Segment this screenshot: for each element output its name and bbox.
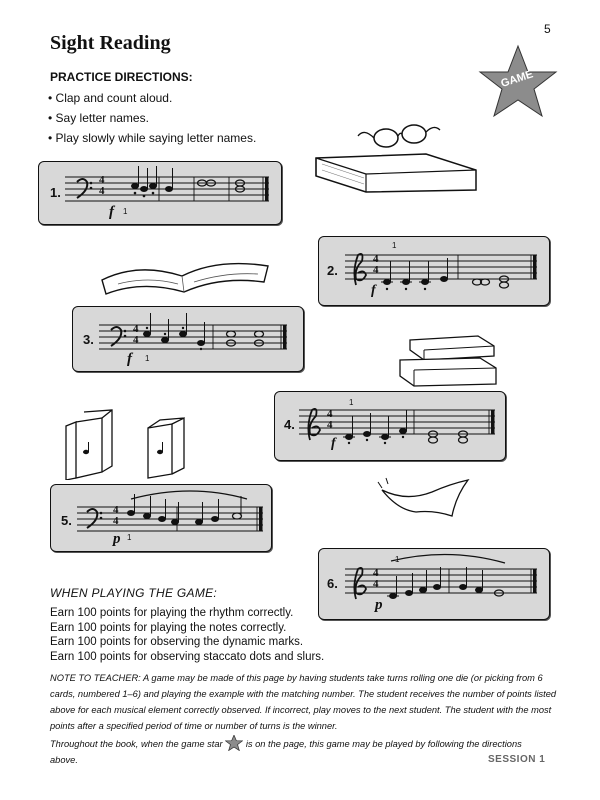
treble-clef-icon (308, 409, 320, 440)
example-number: 6. (327, 576, 338, 591)
fingering: 1 (392, 241, 397, 250)
game-star-icon (225, 735, 243, 751)
books-glasses-illustration (308, 118, 484, 194)
floating-page-illustration (376, 474, 474, 520)
dynamic-mark: f (371, 283, 376, 298)
session-label: SESSION 1 (488, 754, 546, 765)
game-point: Earn 100 points for playing the rhythm correctly. (50, 607, 294, 619)
time-signature: 4 4 (373, 253, 379, 276)
music-staff (51, 485, 271, 551)
page-number: 5 (544, 22, 551, 36)
dynamic-mark: f (109, 204, 114, 220)
music-staff (73, 307, 303, 371)
time-signature: 4 4 (113, 504, 119, 527)
treble-clef-icon (354, 254, 366, 285)
practice-item: • Clap and count aloud. (48, 88, 256, 108)
game-points-list (50, 606, 324, 664)
treble-clef-icon (354, 568, 366, 599)
music-staff (319, 237, 549, 305)
page-title: Sight Reading (50, 32, 171, 54)
fingering: 1 (349, 398, 354, 407)
fingering: 1 (123, 207, 128, 216)
example-card-3 (72, 306, 304, 372)
example-card-5 (50, 484, 272, 552)
dynamic-mark: f (127, 351, 132, 367)
teacher-note: NOTE TO TEACHER: A game may be made of this page by having students take turns rolling one die (or picking from 6 cards, numbered 1–6) and playing the example with the matching number. The student receives the number of points listed above for each musical element correctly observed. If incorrect, play moves to the next student. The student with the most points after a specified period of time or number of turns is the winner. (50, 673, 557, 731)
practice-item: • Play slowly while saying letter names. (48, 128, 256, 148)
time-signature: 4 4 (99, 174, 105, 197)
game-heading: WHEN PLAYING THE GAME: (50, 586, 218, 600)
example-number: 1. (50, 185, 61, 200)
game-point: Earn 100 points for playing the notes correctly. (50, 621, 287, 634)
example-number: 5. (61, 513, 72, 528)
dynamic-mark: p (375, 597, 383, 613)
music-staff (319, 549, 549, 619)
footer-note (50, 735, 550, 768)
practice-item: • Say letter names. (48, 108, 256, 128)
time-signature: 4 4 (327, 408, 333, 431)
practice-list (48, 88, 256, 148)
example-number: 2. (327, 263, 338, 278)
dynamic-mark: p (113, 531, 121, 547)
fingering: 1 (145, 354, 150, 363)
example-card-2 (318, 236, 550, 306)
example-card-1 (38, 161, 282, 225)
footer-note-end: is on the page, this game may be played by following the directions above. (50, 739, 522, 765)
music-books-illustration (62, 408, 222, 480)
game-badge-label: GAME (499, 68, 535, 90)
book-stack-illustration (394, 330, 500, 388)
example-number: 3. (83, 332, 94, 347)
game-point: Earn 100 points for observing the dynamic marks. (50, 636, 304, 648)
dynamic-mark: f (331, 436, 336, 451)
open-book-illustration (98, 252, 274, 300)
time-signature: 4 4 (373, 567, 379, 590)
fingering: 1 (395, 555, 400, 564)
game-star-badge (478, 44, 558, 120)
example-number: 4. (284, 417, 295, 432)
example-card-4 (274, 391, 506, 461)
practice-heading: PRACTICE DIRECTIONS: (50, 70, 193, 84)
example-card-6 (318, 548, 550, 620)
music-staff (39, 162, 281, 224)
time-signature: 4 4 (133, 323, 139, 346)
fingering: 1 (127, 533, 132, 542)
game-point: Earn 100 points for observing staccato dots and slurs. (50, 650, 325, 663)
music-staff (275, 392, 505, 460)
footer-note-start: Throughout the book, when the game star (50, 739, 223, 749)
